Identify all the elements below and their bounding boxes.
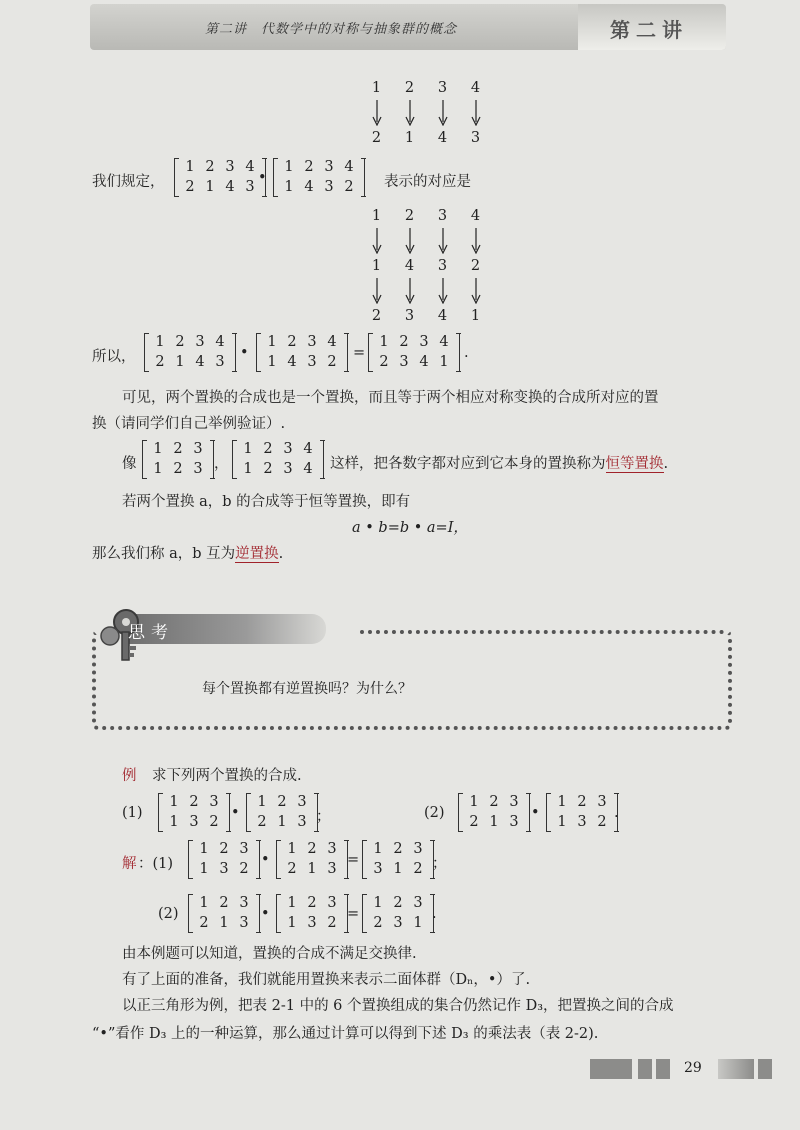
matrix-cell: 2 bbox=[307, 895, 317, 911]
matrix-cell: 4 bbox=[215, 334, 225, 350]
example-item-2-label: (2) bbox=[424, 805, 445, 821]
bracket-cap bbox=[256, 894, 261, 895]
matrix-cell: 4 bbox=[225, 179, 235, 195]
map-cell: 3 bbox=[437, 208, 448, 224]
matrix-cell: 1 bbox=[557, 794, 567, 810]
matrix-cell: 1 bbox=[175, 354, 185, 370]
matrix-cell: 3 bbox=[327, 895, 337, 911]
bracket-cap bbox=[320, 478, 325, 479]
header-title: 第二讲 代数学中的对称与抽象群的概念 bbox=[205, 22, 458, 37]
period: . bbox=[614, 805, 619, 821]
bracket-cap bbox=[362, 932, 367, 933]
matrix-cell: 1 bbox=[153, 441, 163, 457]
matrix-cell: 2 bbox=[489, 794, 499, 810]
matrix-cell: 3 bbox=[324, 159, 334, 175]
matrix-cell: 1 bbox=[287, 895, 297, 911]
down-arrow-icon bbox=[459, 100, 492, 126]
bracket-cap bbox=[276, 840, 281, 841]
solution-item-2-label: (2) bbox=[158, 906, 179, 922]
bracket-cap bbox=[344, 878, 349, 879]
matrix-132 bbox=[158, 793, 230, 831]
matrix-cell: 4 bbox=[439, 334, 449, 350]
bracket-cap bbox=[158, 793, 163, 794]
matrix-cell: 2 bbox=[373, 915, 383, 931]
matrix-cell: 1 bbox=[153, 461, 163, 477]
map-cell: 2 bbox=[371, 308, 382, 324]
example-item-1-label: (1) bbox=[122, 805, 143, 821]
matrix-cell: 2 bbox=[219, 841, 229, 857]
matrix-cell: 2 bbox=[173, 441, 183, 457]
matrix-2143 bbox=[144, 333, 236, 371]
matrix-cell: 3 bbox=[193, 461, 203, 477]
matrix-cell: 2 bbox=[393, 895, 403, 911]
matrix-1432 bbox=[256, 333, 348, 371]
matrix-cell: 2 bbox=[304, 159, 314, 175]
matrix-213 bbox=[276, 840, 348, 878]
matrix-cell: 1 bbox=[489, 814, 499, 830]
matrix-cell: 4 bbox=[195, 354, 205, 370]
identity-sentence-prefix: 这样，把各数字都对应到它本身的置换称为 bbox=[330, 456, 606, 472]
if-two-text: 若两个置换 a，b 的合成等于恒等置换，即有 bbox=[122, 494, 411, 510]
down-arrow-icon bbox=[360, 278, 393, 304]
map1-top-row bbox=[360, 80, 500, 96]
down-arrow-icon bbox=[393, 100, 426, 126]
bracket-cap bbox=[262, 196, 267, 197]
map2-arrows-b bbox=[360, 278, 492, 304]
map-cell: 1 bbox=[371, 258, 382, 274]
bracket-cap bbox=[142, 440, 147, 441]
matrix-cell: 1 bbox=[373, 895, 383, 911]
matrix-cell: 2 bbox=[393, 841, 403, 857]
map2-top-row bbox=[360, 208, 500, 224]
matrix-cell: 1 bbox=[413, 915, 423, 931]
equals-sign: = bbox=[353, 345, 366, 361]
matrix-132 bbox=[276, 894, 348, 932]
down-arrow-icon bbox=[393, 228, 426, 254]
bracket-cap bbox=[362, 878, 367, 879]
matrix-cell: 1 bbox=[267, 334, 277, 350]
bracket-cap bbox=[526, 793, 531, 794]
map-cell: 3 bbox=[404, 308, 415, 324]
bracket-cap bbox=[226, 831, 231, 832]
solution-item-1-label: ：(1) bbox=[138, 856, 174, 872]
bracket-cap bbox=[232, 333, 237, 334]
bracket-cap bbox=[362, 894, 367, 895]
bracket-cap bbox=[458, 831, 463, 832]
bracket-cap bbox=[226, 793, 231, 794]
matrix-2341 bbox=[368, 333, 460, 371]
bracket-cap bbox=[344, 894, 349, 895]
period: . bbox=[432, 906, 437, 922]
matrix-cell: 3 bbox=[413, 895, 423, 911]
so-text: 所以， bbox=[92, 349, 136, 365]
bracket-cap bbox=[344, 840, 349, 841]
identity-term: 恒等置换 bbox=[605, 456, 664, 472]
bracket-cap bbox=[273, 158, 278, 159]
para-last-4: “•”看作 D₃ 上的一种运算，那么通过计算可以得到下述 D₃ 的乘法表（表 2-2). bbox=[92, 1026, 599, 1042]
map-cell: 4 bbox=[404, 258, 415, 274]
matrix-cell: 1 bbox=[439, 354, 449, 370]
bracket-cap bbox=[273, 196, 278, 197]
example-text: 求下列两个置换的合成. bbox=[152, 768, 302, 784]
matrix-cell: 2 bbox=[205, 159, 215, 175]
bracket-cap bbox=[144, 371, 149, 372]
matrix-cell: 3 bbox=[239, 915, 249, 931]
bracket-cap bbox=[142, 478, 147, 479]
matrix-cell: 1 bbox=[287, 841, 297, 857]
matrix-cell: 2 bbox=[175, 334, 185, 350]
matrix-cell: 4 bbox=[304, 179, 314, 195]
bracket-cap bbox=[232, 478, 237, 479]
bracket-cap bbox=[546, 831, 551, 832]
matrix-cell: 3 bbox=[307, 915, 317, 931]
map-cell: 1 bbox=[371, 80, 382, 96]
bracket-cap bbox=[188, 932, 193, 933]
matrix-cell: 2 bbox=[413, 861, 423, 877]
map-cell: 3 bbox=[437, 258, 448, 274]
matrix-cell: 1 bbox=[243, 461, 253, 477]
matrix-cell: 1 bbox=[267, 354, 277, 370]
matrix-cell: 2 bbox=[287, 334, 297, 350]
matrix-cell: 1 bbox=[557, 814, 567, 830]
matrix-cell: 1 bbox=[205, 179, 215, 195]
bracket-cap bbox=[158, 831, 163, 832]
bracket-cap bbox=[361, 158, 366, 159]
matrix-cell: 1 bbox=[199, 841, 209, 857]
map-cell: 3 bbox=[470, 130, 481, 146]
bracket-cap bbox=[344, 932, 349, 933]
matrix-2143 bbox=[174, 158, 266, 196]
matrix-132 bbox=[546, 793, 618, 831]
bracket-cap bbox=[456, 371, 461, 372]
matrix-cell: 2 bbox=[597, 814, 607, 830]
think-question: 每个置换都有逆置换吗？为什么？ bbox=[202, 681, 412, 697]
matrix-cell: 1 bbox=[169, 814, 179, 830]
equals-sign: = bbox=[347, 852, 360, 868]
matrix-312 bbox=[362, 840, 434, 878]
matrix-cell: 2 bbox=[277, 794, 287, 810]
map2-mid-row bbox=[360, 258, 500, 274]
matrix-cell: 4 bbox=[327, 334, 337, 350]
matrix-cell: 3 bbox=[189, 814, 199, 830]
map-cell: 4 bbox=[470, 208, 481, 224]
matrix-cell: 1 bbox=[185, 159, 195, 175]
matrix-cell: 1 bbox=[199, 895, 209, 911]
footer-bar-segment bbox=[718, 1059, 754, 1079]
matrix-cell: 4 bbox=[245, 159, 255, 175]
header-lecture-label: 第二讲 bbox=[610, 18, 688, 42]
bracket-cap bbox=[430, 894, 435, 895]
bracket-cap bbox=[188, 894, 193, 895]
dot-operator: • bbox=[531, 805, 540, 821]
footer-bar-segment bbox=[656, 1059, 670, 1079]
bracket-cap bbox=[188, 878, 193, 879]
matrix-cell: 2 bbox=[209, 814, 219, 830]
para-last-1: 由本例题可以知道，置换的合成不满足交换律. bbox=[122, 946, 417, 962]
matrix-cell: 1 bbox=[169, 794, 179, 810]
matrix-cell: 2 bbox=[263, 441, 273, 457]
bracket-cap bbox=[361, 196, 366, 197]
matrix-1432 bbox=[273, 158, 365, 196]
map-cell: 2 bbox=[470, 258, 481, 274]
matrix-cell: 2 bbox=[327, 354, 337, 370]
matrix-cell: 3 bbox=[597, 794, 607, 810]
matrix-cell: 1 bbox=[284, 179, 294, 195]
period: . bbox=[278, 546, 284, 562]
down-arrow-icon bbox=[426, 278, 459, 304]
bracket-cap bbox=[344, 333, 349, 334]
inverse-term: 逆置换 bbox=[235, 546, 279, 562]
matrix-cell: 3 bbox=[283, 441, 293, 457]
down-arrow-icon bbox=[426, 228, 459, 254]
matrix-cell: 3 bbox=[393, 915, 403, 931]
bracket-cap bbox=[276, 894, 281, 895]
bracket-cap bbox=[256, 840, 261, 841]
matrix-cell: 2 bbox=[577, 794, 587, 810]
matrix-cell: 3 bbox=[219, 861, 229, 877]
matrix-cell: 3 bbox=[239, 895, 249, 911]
bracket-cap bbox=[210, 478, 215, 479]
matrix-cell: 2 bbox=[185, 179, 195, 195]
bracket-cap bbox=[210, 440, 215, 441]
bracket-cap bbox=[368, 371, 373, 372]
think-box-top-border bbox=[360, 630, 724, 634]
dot-operator: • bbox=[261, 906, 270, 922]
matrix-cell: 1 bbox=[277, 814, 287, 830]
bracket-cap bbox=[314, 793, 319, 794]
map-cell: 2 bbox=[404, 80, 415, 96]
bracket-cap bbox=[314, 831, 319, 832]
dot-operator: • bbox=[231, 805, 240, 821]
inverse-formula: a • b=b • a=I， bbox=[352, 520, 468, 536]
map1-bottom-row bbox=[360, 130, 500, 146]
bracket-cap bbox=[256, 932, 261, 933]
down-arrow-icon bbox=[393, 278, 426, 304]
identity-matrix-3 bbox=[142, 440, 214, 478]
matrix-cell: 1 bbox=[199, 861, 209, 877]
semicolon: ； bbox=[432, 856, 447, 872]
matrix-cell: 3 bbox=[283, 461, 293, 477]
matrix-cell: 3 bbox=[209, 794, 219, 810]
matrix-cell: 1 bbox=[257, 794, 267, 810]
example-label: 例 bbox=[122, 768, 137, 784]
dot-operator: • bbox=[240, 345, 249, 361]
matrix-cell: 3 bbox=[239, 841, 249, 857]
bracket-cap bbox=[174, 158, 179, 159]
matrix-213 bbox=[188, 894, 260, 932]
matrix-213 bbox=[458, 793, 530, 831]
bracket-cap bbox=[174, 196, 179, 197]
matrix-cell: 3 bbox=[327, 861, 337, 877]
equals-sign: = bbox=[347, 906, 360, 922]
matrix-cell: 3 bbox=[577, 814, 587, 830]
matrix-cell: 2 bbox=[469, 814, 479, 830]
means-text: 表示的对应是 bbox=[384, 174, 471, 190]
matrix-cell: 1 bbox=[393, 861, 403, 877]
footer-bar-segment bbox=[758, 1059, 772, 1079]
map2-arrows-a bbox=[360, 228, 492, 254]
bracket-cap bbox=[362, 840, 367, 841]
matrix-cell: 2 bbox=[307, 841, 317, 857]
bracket-cap bbox=[458, 793, 463, 794]
matrix-cell: 3 bbox=[324, 179, 334, 195]
matrix-cell: 2 bbox=[257, 814, 267, 830]
bracket-cap bbox=[232, 371, 237, 372]
matrix-cell: 4 bbox=[419, 354, 429, 370]
matrix-cell: 2 bbox=[327, 915, 337, 931]
matrix-cell: 3 bbox=[193, 441, 203, 457]
map-cell: 2 bbox=[404, 208, 415, 224]
comma: ， bbox=[214, 456, 229, 472]
matrix-cell: 1 bbox=[307, 861, 317, 877]
inverse-sentence-prefix: 那么我们称 a，b 互为 bbox=[92, 546, 236, 562]
matrix-cell: 1 bbox=[219, 915, 229, 931]
map-cell: 4 bbox=[470, 80, 481, 96]
bracket-cap bbox=[262, 158, 267, 159]
matrix-cell: 4 bbox=[344, 159, 354, 175]
period: . bbox=[464, 345, 469, 361]
matrix-cell: 4 bbox=[303, 461, 313, 477]
matrix-cell: 2 bbox=[239, 861, 249, 877]
matrix-cell: 3 bbox=[215, 354, 225, 370]
matrix-cell: 2 bbox=[344, 179, 354, 195]
matrix-cell: 2 bbox=[263, 461, 273, 477]
map-cell: 1 bbox=[404, 130, 415, 146]
dot-operator: • bbox=[258, 170, 267, 186]
matrix-cell: 3 bbox=[225, 159, 235, 175]
matrix-231 bbox=[362, 894, 434, 932]
bracket-cap bbox=[614, 793, 619, 794]
bracket-cap bbox=[246, 793, 251, 794]
period: . bbox=[663, 456, 669, 472]
semicolon: ； bbox=[316, 809, 331, 825]
bracket-cap bbox=[144, 333, 149, 334]
down-arrow-icon bbox=[459, 278, 492, 304]
matrix-132 bbox=[188, 840, 260, 878]
matrix-cell: 3 bbox=[307, 354, 317, 370]
para-last-3: 以正三角形为例，把表 2-1 中的 6 个置换组成的集合仍然记作 D₃，把置换之间的合成 bbox=[122, 998, 674, 1014]
like-text: 像 bbox=[122, 456, 137, 472]
matrix-cell: 3 bbox=[195, 334, 205, 350]
matrix-cell: 3 bbox=[297, 814, 307, 830]
matrix-cell: 2 bbox=[399, 334, 409, 350]
matrix-cell: 1 bbox=[284, 159, 294, 175]
matrix-cell: 3 bbox=[509, 814, 519, 830]
bracket-cap bbox=[456, 333, 461, 334]
matrix-cell: 2 bbox=[155, 354, 165, 370]
bracket-cap bbox=[344, 371, 349, 372]
down-arrow-icon bbox=[360, 228, 393, 254]
matrix-cell: 1 bbox=[155, 334, 165, 350]
map-cell: 1 bbox=[371, 208, 382, 224]
para-last-2: 有了上面的准备，我们就能用置换来表示二面体群（Dₙ，•）了. bbox=[122, 972, 531, 988]
footer-bar-segment bbox=[638, 1059, 652, 1079]
identity-sentence bbox=[330, 452, 668, 473]
matrix-cell: 2 bbox=[219, 895, 229, 911]
identity-matrix-4 bbox=[232, 440, 324, 478]
matrix-cell: 1 bbox=[379, 334, 389, 350]
matrix-cell: 2 bbox=[287, 861, 297, 877]
map-cell: 4 bbox=[437, 130, 448, 146]
map-cell: 3 bbox=[437, 80, 448, 96]
matrix-cell: 2 bbox=[173, 461, 183, 477]
page-number: 29 bbox=[684, 1060, 702, 1076]
think-box bbox=[92, 630, 732, 730]
matrix-cell: 1 bbox=[373, 841, 383, 857]
down-arrow-icon bbox=[459, 228, 492, 254]
down-arrow-icon bbox=[360, 100, 393, 126]
bracket-cap bbox=[430, 840, 435, 841]
matrix-cell: 3 bbox=[327, 841, 337, 857]
bracket-cap bbox=[256, 333, 261, 334]
bracket-cap bbox=[246, 831, 251, 832]
dot-operator: • bbox=[261, 852, 270, 868]
think-label: 思考 bbox=[128, 623, 174, 643]
bracket-cap bbox=[256, 878, 261, 879]
bracket-cap bbox=[320, 440, 325, 441]
matrix-cell: 2 bbox=[379, 354, 389, 370]
para1-line1: 可见，两个置换的合成也是一个置换，而且等于两个相应对称变换的合成所对应的置 bbox=[122, 390, 659, 406]
bracket-cap bbox=[256, 371, 261, 372]
bracket-cap bbox=[368, 333, 373, 334]
solution-label: 解 bbox=[122, 856, 137, 872]
matrix-cell: 4 bbox=[303, 441, 313, 457]
map1-arrows bbox=[360, 100, 492, 126]
matrix-cell: 4 bbox=[287, 354, 297, 370]
matrix-cell: 3 bbox=[297, 794, 307, 810]
matrix-cell: 2 bbox=[199, 915, 209, 931]
matrix-cell: 3 bbox=[399, 354, 409, 370]
bracket-cap bbox=[526, 831, 531, 832]
bracket-cap bbox=[614, 831, 619, 832]
map2-bottom-row bbox=[360, 308, 500, 324]
map-cell: 2 bbox=[371, 130, 382, 146]
bracket-cap bbox=[276, 878, 281, 879]
map-cell: 4 bbox=[437, 308, 448, 324]
matrix-cell: 1 bbox=[287, 915, 297, 931]
matrix-cell: 1 bbox=[243, 441, 253, 457]
bracket-cap bbox=[430, 932, 435, 933]
matrix-213 bbox=[246, 793, 318, 831]
bracket-cap bbox=[232, 440, 237, 441]
bracket-cap bbox=[276, 932, 281, 933]
bracket-cap bbox=[188, 840, 193, 841]
matrix-cell: 3 bbox=[413, 841, 423, 857]
bracket-cap bbox=[546, 793, 551, 794]
matrix-cell: 3 bbox=[373, 861, 383, 877]
footer-bar-segment bbox=[590, 1059, 632, 1079]
we-define-text: 我们规定， bbox=[92, 174, 165, 190]
matrix-cell: 3 bbox=[419, 334, 429, 350]
matrix-cell: 3 bbox=[307, 334, 317, 350]
matrix-cell: 3 bbox=[245, 179, 255, 195]
inverse-sentence bbox=[92, 542, 283, 563]
down-arrow-icon bbox=[426, 100, 459, 126]
matrix-cell: 3 bbox=[509, 794, 519, 810]
matrix-cell: 1 bbox=[469, 794, 479, 810]
bracket-cap bbox=[430, 878, 435, 879]
map-cell: 1 bbox=[470, 308, 481, 324]
matrix-cell: 2 bbox=[189, 794, 199, 810]
para1-line2: 换（请同学们自己举例验证）. bbox=[92, 416, 286, 432]
